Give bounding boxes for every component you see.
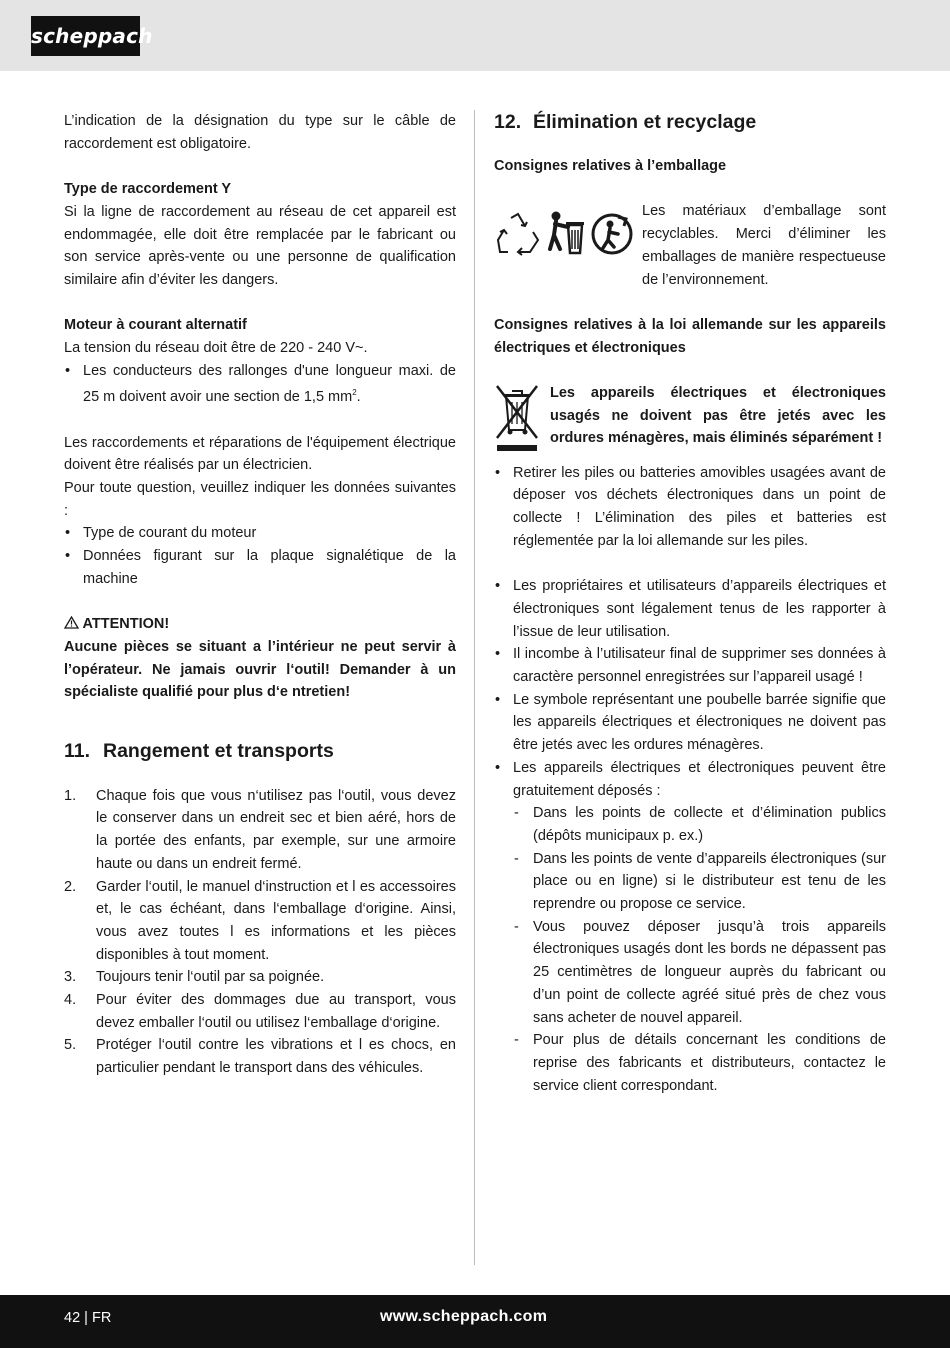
page-footer — [0, 1295, 950, 1348]
page-header — [0, 0, 950, 71]
website-link[interactable]: www.scheppach.com — [380, 1308, 548, 1325]
motor-heading: Moteur à courant alternatif — [64, 317, 247, 334]
tidyman-icon — [544, 209, 586, 259]
list-item: • Il incombe à l’utilisateur final de supprimer ses données à caractère personnel enregistrées sur l’appareil usagé ! — [494, 643, 886, 688]
list-item: 1. Chaque fois que vous n‘utilisez pas l‘outil, vous devez le conserver dans un endreit sec et bien aéré, hors de la portée des enfants, par exemple, sur une armoire haute ou dans un endreit fermé. — [64, 787, 456, 872]
list-item: • Type de courant du moteur — [64, 522, 456, 545]
crossed-bin-icon — [494, 382, 540, 454]
left-column — [64, 110, 456, 1080]
column-divider — [474, 110, 475, 1265]
packaging-heading: Consignes relatives à l’emballage — [494, 158, 727, 174]
list-item: • Les propriétaires et utilisateurs d’appareils électriques et électroniques sont légalement tenus de les rapporter à l’issue de leur utilisation. — [494, 575, 886, 643]
storage-list — [64, 785, 456, 1080]
attention-text: Aucune pièces se situant a l’intérieur ne peut servir à l’opérateur. Ne jamais ouvrir l‘outil! Demander à un spécialiste qualifié pour plus d‘e ntretien! — [64, 638, 456, 701]
right-column — [494, 110, 886, 1097]
intro-text: L’indication de la désignation du type sur le câble de raccordement est obligatoire. — [64, 113, 456, 152]
electrician-text: Les raccordements et réparations de l'équipement électrique doivent être réalisés par un électricien. — [64, 434, 456, 474]
section-11-title: 11. Rangement et transports — [64, 739, 334, 762]
list-item: 4. Pour éviter des dommages due au transport, vous devez emballer l‘outil ou utilisez l‘emballage d‘origine. — [64, 992, 456, 1031]
attention-label: ATTENTION! — [64, 613, 456, 636]
motor-list — [64, 360, 456, 409]
type-y-heading: Type de raccordement Y — [64, 181, 232, 198]
list-item: 3. Toujours tenir l‘outil par sa poignée. — [64, 969, 325, 986]
list-item: • Les appareils électriques et électroniques peuvent être gratuitement déposés : - Dans les points de collecte et d’élimination publics (dépôts municipaux p. ex.) - Dans les points de vente d’appareils électroniques (sur place ou en ligne) si le distributeur est tenu de les reprendre ou propose ce service. - Vous pouvez déposer jusqu’à trois appareils électroniques usagés dont les bords ne dépassent pas 25 centimètres de longueur auprès du fabricant ou d’un point de collecte agréé situé près de chez vous sans acheter de nouvel appareil. - Pour plus de détails concernant les conditions de reprise des fabricants et distributeurs, contactez le service client correspondant. — [494, 757, 886, 1098]
list-item: • Retirer les piles ou batteries amovibles usagées avant de déposer vos déchets électroniques dans un point de collecte ! L’élimination des piles et batteries est réglementée par la loi allemande sur les piles. — [494, 462, 886, 553]
recycle-hand-icon — [588, 210, 636, 258]
recycle-icon — [494, 210, 542, 258]
weee-warning: Les appareils électriques et électroniques usagés ne doivent pas être jetés avec les ordures ménagères, mais éliminés séparément ! — [550, 384, 886, 447]
list-item: - Pour plus de détails concernant les conditions de reprise des fabricants et distributeurs, contactez le service client correspondant. — [513, 1029, 886, 1097]
list-item: - Dans les points de vente d’appareils électroniques (sur place ou en ligne) si le distributeur est tenu de les reprendre ou propose ce service. — [513, 848, 886, 916]
brand-logo: scheppach — [31, 16, 140, 56]
packaging-icons — [494, 200, 642, 268]
list-item: - Vous pouvez déposer jusqu’à trois appareils électroniques usagés dont les bords ne dépassent pas 25 centimètres de longueur auprès du fabricant ou d’un point de collecte agréé situé près de chez vous sans acheter de nouvel appareil. — [513, 916, 886, 1030]
list-item: - Dans les points de collecte et d’élimination publics (dépôts municipaux p. ex.) — [513, 802, 886, 847]
dash-list — [513, 802, 886, 1097]
list-item: • Les conducteurs des rallonges d'une longueur maxi. de 25 m doivent avoir une section de 1,5 $mm^2$. — [64, 360, 456, 409]
motor-voltage: La tension du réseau doit être de 220 - 240 V~. — [64, 340, 368, 356]
weee-list — [494, 575, 886, 1097]
battery-list — [494, 462, 886, 553]
warning-icon — [64, 616, 79, 629]
list-item: • Le symbole représentant une poubelle barrée signifie que les appareils électriques et électroniques ne doivent pas être jetés avec les ordures ménagères. — [494, 689, 886, 757]
question-text: Pour toute question, veuillez indiquer les données suivantes : — [64, 480, 456, 519]
weee-block — [494, 382, 886, 462]
packaging-text: Les matériaux d’emballage sont recyclables. Merci d’éliminer les emballages de manière respectueuse de l’environnement. — [642, 203, 886, 288]
list-item: 2. Garder l‘outil, le manuel d‘instruction et l es accessoires et, le cas échéant, dans l‘emballage d‘origine. Ainsi, vous avez toutes l es informations et les pièces disponibles à tout moment. — [64, 878, 456, 963]
section-12-title: 12. Élimination et recyclage — [494, 111, 757, 133]
packaging-block — [494, 200, 886, 291]
list-item: 5. Protéger l‘outil contre les vibrations et l es chocs, en particulier pendant le transport dans des véhicules. — [64, 1037, 456, 1077]
weee-heading: Consignes relatives à la loi allemande sur les appareils électriques et électroniques — [494, 316, 886, 356]
page-number: 42 | FR — [64, 1310, 112, 1326]
type-y-text: Si la ligne de raccordement au réseau de cet appareil est endommagée, elle doit être remplacée par le fabricant ou son service après-vente ou une personne de qualification similaire afin d’éviter les dangers. — [64, 203, 456, 288]
list-item: • Données figurant sur la plaque signalétique de la machine — [64, 545, 456, 590]
question-list — [64, 522, 456, 590]
